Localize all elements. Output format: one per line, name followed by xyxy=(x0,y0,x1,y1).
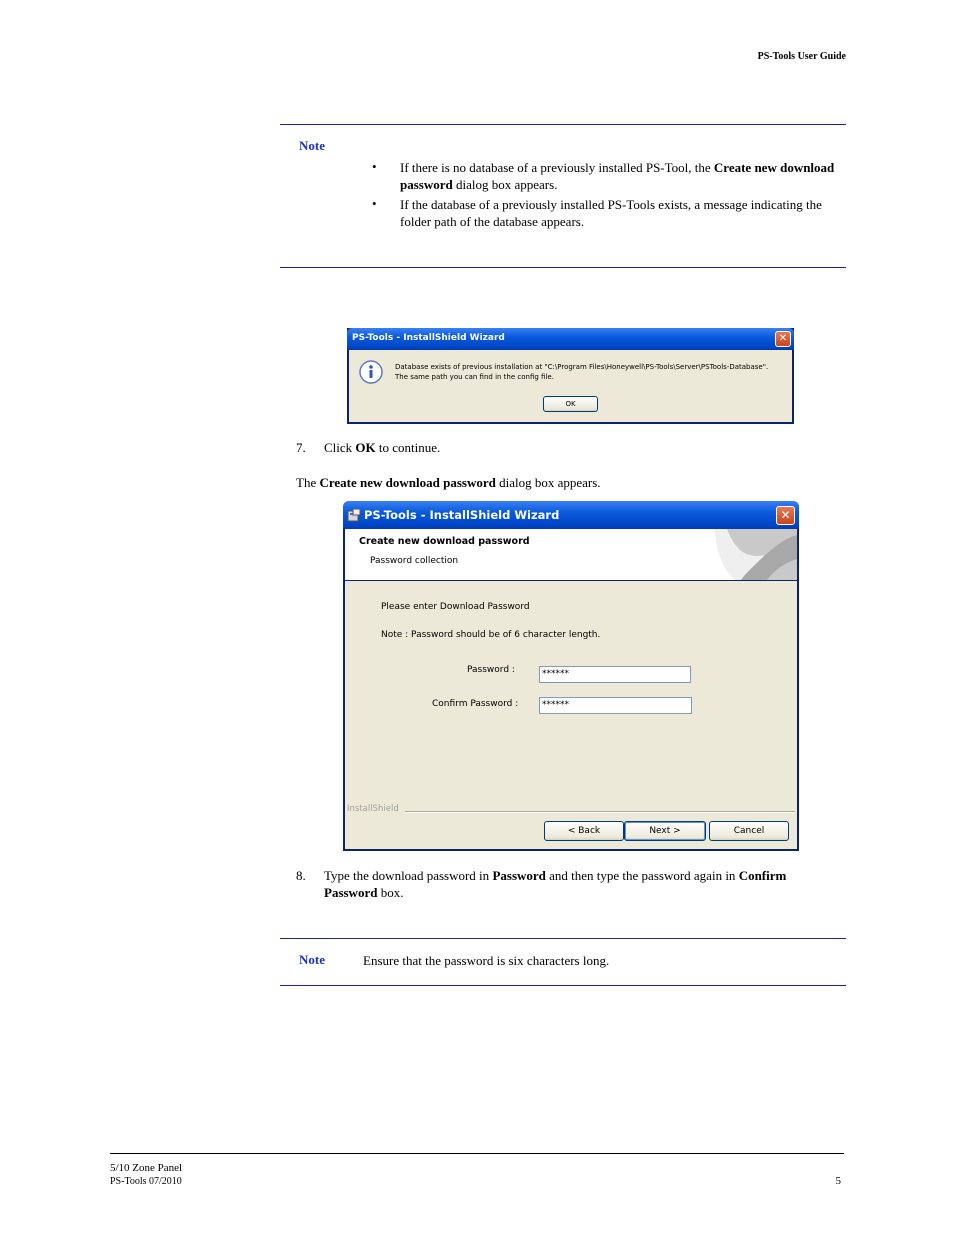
step-7-text: Click OK to continue. xyxy=(324,440,441,455)
page-number: 5 xyxy=(835,1175,841,1187)
note-bullet-2: If the database of a previously installed PS-Tools exists, a message indicating the folder path of the database appears. xyxy=(400,197,822,229)
dialog-message: Database exists of previous installation at "C:\Program Files\Honeywell\PS-Tools\Server\PSTools-Database". The same path you can find in the config file. xyxy=(395,363,769,381)
wizard-heading: Create new download password xyxy=(359,536,530,547)
back-button[interactable]: < Back xyxy=(544,821,624,841)
note-bottom-rule xyxy=(280,267,846,268)
confirm-password-label: Confirm Password : xyxy=(432,699,519,709)
note-top-rule xyxy=(280,124,846,125)
step-8-text: Type the download password in Password and then type the password again in Confirm Password box. xyxy=(324,868,787,900)
wizard-dialog xyxy=(343,501,799,851)
page-curl-graphic xyxy=(705,529,797,580)
password-note: Note : Password should be of 6 character length. xyxy=(381,630,601,640)
cancel-button[interactable]: Cancel xyxy=(709,821,789,841)
installshield-brand: InstallShield xyxy=(347,804,399,814)
note-label: Note xyxy=(299,138,325,153)
wizard-header-panel xyxy=(345,529,797,580)
message-dialog xyxy=(347,328,794,424)
brand-divider xyxy=(405,811,795,813)
dialog-title: PS-Tools - InstallShield Wizard xyxy=(352,333,505,343)
password-field[interactable]: ****** xyxy=(539,666,691,683)
password-label: Password : xyxy=(467,665,515,675)
step-number: 8. xyxy=(296,868,306,883)
footer-doc: PS-Tools 07/2010 xyxy=(110,1176,182,1187)
close-icon[interactable]: ✕ xyxy=(775,331,791,347)
footer-product: 5/10 Zone Panel xyxy=(110,1162,183,1174)
bullet-glyph: • xyxy=(372,159,377,174)
next-button[interactable]: Next > xyxy=(624,821,706,841)
password-prompt: Please enter Download Password xyxy=(381,602,530,612)
wizard-titlebar[interactable] xyxy=(343,501,799,529)
close-icon[interactable]: ✕ xyxy=(776,506,795,525)
dialog-titlebar[interactable] xyxy=(347,328,794,350)
ok-button[interactable]: OK xyxy=(543,396,598,412)
note-bullet-1: If there is no database of a previously installed PS-Tool, the Create new download password dialog box appears. xyxy=(400,160,835,192)
wizard-subheading: Password collection xyxy=(370,556,459,566)
dialog-body xyxy=(349,350,792,422)
footer-rule xyxy=(110,1153,844,1154)
note-text: Ensure that the password is six characters long. xyxy=(363,953,610,968)
wizard-body xyxy=(345,581,797,849)
info-icon xyxy=(359,360,381,382)
confirm-password-field[interactable]: ****** xyxy=(539,697,692,714)
dialog-intro-text: The Create new download password dialog box appears. xyxy=(296,475,601,490)
installer-icon xyxy=(347,508,361,522)
note-top-rule xyxy=(280,938,846,939)
step-number: 7. xyxy=(296,440,306,455)
note-bottom-rule xyxy=(280,985,846,986)
bullet-glyph: • xyxy=(372,196,377,211)
running-header: PS-Tools User Guide xyxy=(757,51,846,62)
wizard-title: PS-Tools - InstallShield Wizard xyxy=(364,508,560,522)
note-label: Note xyxy=(299,952,325,967)
